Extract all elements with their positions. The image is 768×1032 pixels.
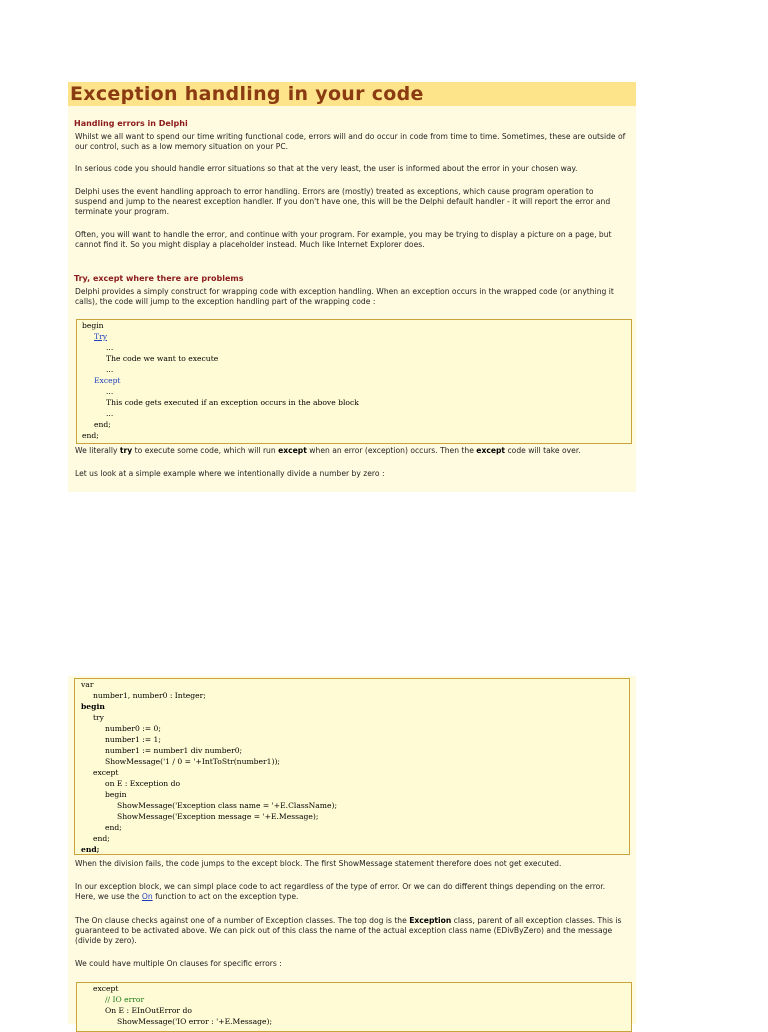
- code-line: ShowMessage('1 / 0 = '+IntToStr(number1));: [105, 757, 280, 766]
- on-link[interactable]: On: [141, 891, 153, 901]
- paragraph: We could have multiple On clauses for specific errors :: [75, 959, 282, 968]
- code-line: begin: [105, 790, 127, 799]
- page-section-bottom: [68, 676, 636, 1024]
- code-line: begin: [82, 321, 104, 330]
- section-heading-try-except: Try, except where there are problems: [74, 274, 244, 283]
- code-line: end;: [81, 845, 100, 854]
- code-line: ShowMessage('Exception message = '+E.Message);: [117, 812, 319, 821]
- code-line: on E : Exception do: [105, 779, 181, 788]
- code-line-keyword: Try: [94, 332, 107, 341]
- code-line: On E : EInOutError do: [105, 1006, 192, 1015]
- code-line: end;: [93, 834, 110, 843]
- paragraph: Delphi uses the event handling approach to error handling. Errors are (mostly) treated as exceptions, which cause program operation to suspend and jump to the nearest exception handler. If you don't have one, this will be the Delphi default handler - it will report the error and terminate your program.: [75, 187, 611, 216]
- section-heading-handling-errors: Handling errors in Delphi: [74, 119, 188, 128]
- code-line: var: [81, 680, 94, 689]
- code-line: end;: [82, 431, 99, 440]
- paragraph: When the division fails, the code jumps to the except block. The first ShowMessage statement therefore does not get executed.: [75, 859, 562, 868]
- paragraph: Whilst we all want to spend our time writing functional code, errors will and do occur in code from time to time. Sometimes, these are outside of our control, such as a low memory situation on your PC.: [75, 132, 626, 151]
- code-line: end;: [94, 420, 111, 429]
- code-block-try-except: [76, 319, 632, 444]
- page-title: Exception handling in your code: [70, 83, 424, 105]
- paragraph: In serious code you should handle error situations so that at the very least, the user is informed about the error in your chosen way.: [75, 164, 578, 173]
- code-line: ...: [106, 409, 114, 418]
- code-block-division-example: [74, 678, 630, 855]
- code-line: number1 := number1 div number0;: [105, 746, 243, 755]
- code-line: The code we want to execute: [106, 354, 219, 363]
- code-line-keyword: Except: [94, 376, 121, 385]
- code-line: except: [93, 768, 119, 777]
- paragraph: Delphi provides a simply construct for wrapping code with exception handling. When an exception occurs in the wrapped code (or anything it calls), the code will jump to the exception handling part of the wrapping code :: [75, 287, 614, 306]
- paragraph: Let us look at a simple example where we intentionally divide a number by zero :: [75, 469, 385, 478]
- code-line: number1, number0 : Integer;: [93, 691, 206, 700]
- title-bar: [68, 82, 636, 106]
- code-line: begin: [81, 702, 105, 711]
- code-line: ...: [106, 365, 114, 374]
- paragraph-try-explanation: We literally try to execute some code, which will run except when an error (exception) occurs. Then the except code will take over.: [75, 446, 581, 455]
- paragraph: Often, you will want to handle the error, and continue with your program. For example, you may be trying to display a picture on a page, but cannot find it. So you might display a placeholder instead. Much like Internet Explorer does.: [75, 230, 612, 249]
- code-line: try: [93, 713, 104, 722]
- code-block-multiple-on: [76, 982, 632, 1032]
- code-line: ShowMessage('IO error : '+E.Message);: [117, 1017, 273, 1026]
- code-line: number0 := 0;: [105, 724, 161, 733]
- code-line: ...: [106, 343, 114, 352]
- code-line: ShowMessage('Exception class name = '+E.ClassName);: [117, 801, 338, 810]
- code-line: number1 := 1;: [105, 735, 161, 744]
- paragraph-on-clause: In our exception block, we can simpl place code to act regardless of the type of error. Or we can do different things depending on the error. Here, we use the On function to act on the exception type.: [75, 882, 606, 901]
- code-line: end;: [105, 823, 122, 832]
- page-section-top: [68, 82, 636, 492]
- code-line: ...: [106, 387, 114, 396]
- code-line: This code gets executed if an exception occurs in the above block: [106, 398, 359, 407]
- code-line: except: [93, 984, 119, 993]
- paragraph-exception-class: The On clause checks against one of a number of Exception classes. The top dog is the Exception class, parent of all exception classes. This is guaranteed to be activated above. We can pick out of this class the name of the actual exception class name (EDivByZero) and the message (divide by zero).: [75, 916, 622, 945]
- code-line-comment: // IO error: [105, 995, 145, 1004]
